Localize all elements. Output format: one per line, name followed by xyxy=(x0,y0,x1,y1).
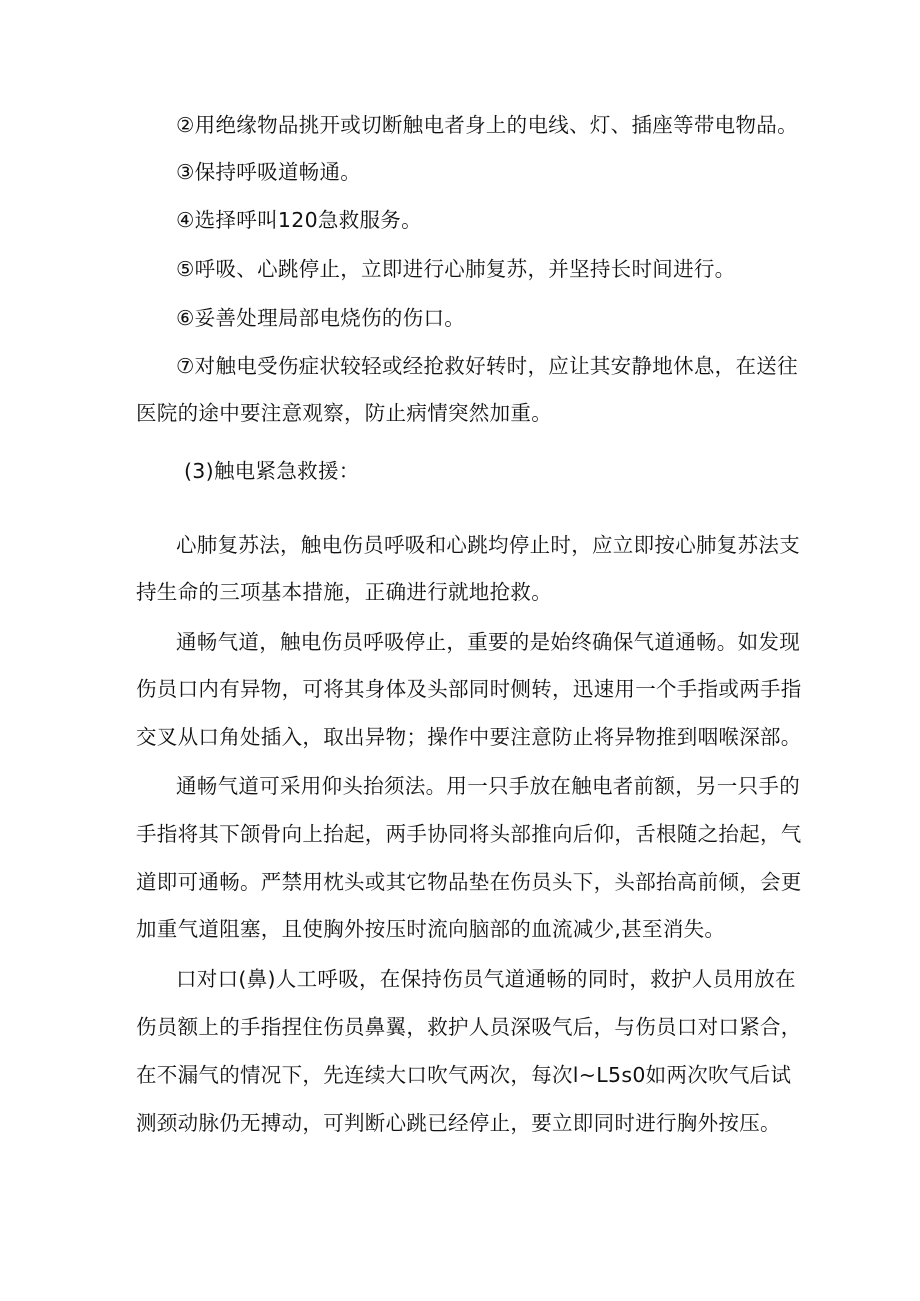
list-item-5: ⑤呼吸、心跳停止，立即进行心肺复苏，并坚持长时间进行。 xyxy=(176,257,736,281)
para-headtilt-line-3: 道即可通畅。严禁用枕头或其它物品垫在伤员头下，头部抬高前倾，会更 xyxy=(136,870,802,894)
para-cpr-line-2: 持生命的三项基本措施，正确进行就地抢救。 xyxy=(136,580,552,604)
para-mouth-line-4: 测颈动脉仍无搏动，可判断心跳已经停止，要立即同时进行胸外按压。 xyxy=(136,1111,781,1135)
para-mouth-line-1: 口对口(鼻)人工呼吸，在保持伤员气道通畅的同时，救护人员用放在 xyxy=(176,967,796,991)
list-item-7-line-1: ⑦对触电受伤症状较轻或经抢救好转时，应让其安静地休息，在送往 xyxy=(176,354,798,378)
para-headtilt-line-4: 加重气道阻塞，且使胸外按压时流向脑部的血流减少,甚至消失。 xyxy=(136,917,726,941)
section-heading: (3)触电紧急救援： xyxy=(184,459,360,483)
list-item-6: ⑥妥善处理局部电烧伤的伤口。 xyxy=(176,306,466,330)
para-airway-line-2: 伤员口内有异物，可将其身体及头部同时侧转，迅速用一个手指或两手指 xyxy=(136,677,802,701)
para-cpr-line-1: 心肺复苏法，触电伤员呼吸和心跳均停止时，应立即按心肺复苏法支 xyxy=(176,533,800,557)
para-mouth-line-2: 伤员额上的手指捏住伤员鼻翼，救护人员深吸气后，与伤员口对口紧合， xyxy=(136,1015,802,1039)
para-airway-line-3: 交叉从口角处插入，取出异物；操作中要注意防止将异物推到咽喉深部。 xyxy=(136,725,802,749)
list-item-3: ③保持呼吸道畅通。 xyxy=(176,160,362,184)
para-mouth-line-3: 在不漏气的情况下，先连续大口吹气两次，每次l~L5s0如两次吹气后试 xyxy=(136,1063,792,1087)
list-item-4: ④选择呼叫120急救服务。 xyxy=(176,208,422,232)
para-airway-line-1: 通畅气道，触电伤员呼吸停止，重要的是始终确保气道通畅。如发现 xyxy=(176,630,800,654)
para-headtilt-line-2: 手指将其下颌骨向上抬起，两手协同将头部推向后仰，舌根随之抬起，气 xyxy=(136,822,802,846)
list-item-7-line-2: 医院的途中要注意观察，防止病情突然加重。 xyxy=(136,401,552,425)
list-item-2: ②用绝缘物品挑开或切断触电者身上的电线、灯、插座等带电物品。 xyxy=(176,113,798,137)
para-headtilt-line-1: 通畅气道可采用仰头抬须法。用一只手放在触电者前额，另一只手的 xyxy=(176,774,800,798)
